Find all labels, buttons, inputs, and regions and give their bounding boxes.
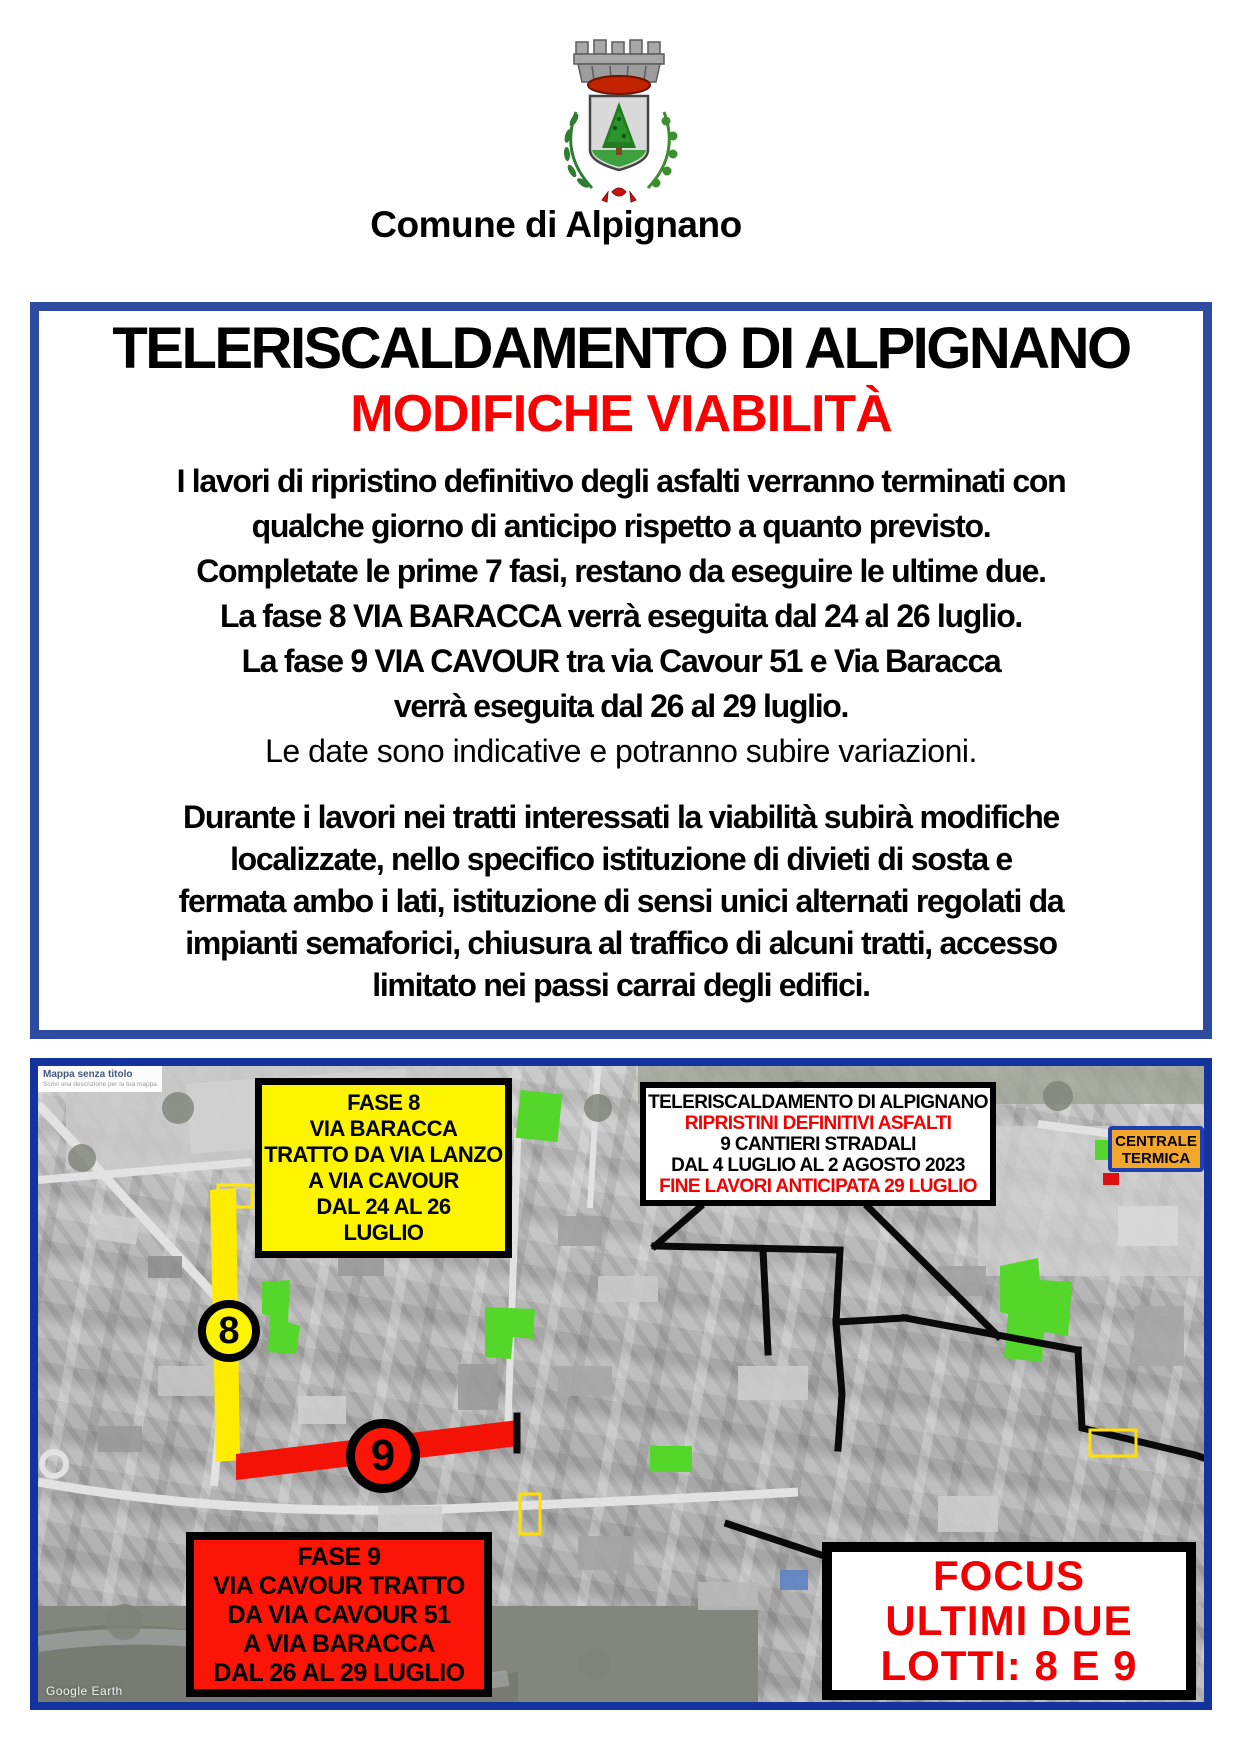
phase9-line: A VIA BARACCA [243, 1630, 435, 1658]
map-panel [30, 1058, 1212, 1710]
centrale-termica-label [1108, 1126, 1204, 1172]
laurel-branch-icon [563, 112, 592, 189]
map-watermark [38, 1066, 162, 1092]
notice-line: limitato nei passi carrai degli edifici. [372, 967, 870, 1003]
google-earth-attribution: Google Earth [46, 1684, 123, 1698]
notice-line: fermata ambo i lati, istituzione di sensi unici alternati regolati da [178, 883, 1064, 919]
notice-title: TELERISCALDAMENTO DI ALPIGNANO [112, 316, 1130, 381]
info-line: TELERISCALDAMENTO DI ALPIGNANO [648, 1092, 988, 1113]
focus-label-box [822, 1542, 1196, 1700]
oak-branch-icon [648, 112, 678, 188]
map-watermark-subtitle: Scrivi una descrizione per la tua mappa [43, 1081, 157, 1088]
notice-line: qualche giorno di anticipo rispetto a quanto previsto. [251, 508, 991, 544]
notice-line: Durante i lavori nei tratti interessati la viabilità subirà modifiche [183, 799, 1059, 835]
info-line: 9 CANTIERI STRADALI [720, 1134, 916, 1155]
centrale-line: CENTRALE [1115, 1133, 1197, 1150]
notice-line: verrà eseguita dal 26 al 29 luglio. [393, 688, 849, 724]
focus-line: LOTTI: 8 E 9 [880, 1642, 1138, 1689]
notice-paragraph-1 [39, 459, 1203, 774]
info-line: FINE LAVORI ANTICIPATA 29 LUGLIO [659, 1176, 977, 1197]
notice-line: localizzate, nello specifico istituzione di divieti di sosta e [230, 841, 1012, 877]
notice-line: I lavori di ripristino definitivo degli asfalti verranno terminati con [176, 463, 1066, 499]
notice-line: Completate le prime 7 fasi, restano da eseguire le ultime due. [196, 553, 1046, 589]
ribbon-icon [602, 188, 636, 202]
notice-note-line: Le date sono indicative e potranno subire variazioni. [265, 733, 977, 769]
centrale-line: TERMICA [1121, 1150, 1191, 1167]
notice-subtitle: MODIFICHE VIABILITÀ [350, 385, 892, 443]
notice-line: impianti semaforici, chiusura al traffico di alcuni tratti, accesso [185, 925, 1057, 961]
phase8-line: LUGLIO [343, 1220, 424, 1245]
notice-paragraph-2 [39, 796, 1203, 1006]
phase8-line: VIA BARACCA [309, 1116, 458, 1141]
phase8-line: FASE 8 [347, 1090, 420, 1115]
focus-line: FOCUS [933, 1552, 1085, 1599]
notice-line: La fase 8 VIA BARACCA verrà eseguita dal 24 al 26 luglio. [219, 598, 1023, 634]
map-watermark-title: Mappa senza titolo [43, 1069, 133, 1080]
info-line: RIPRISTINI DEFINITIVI ASFALTI [684, 1113, 952, 1134]
info-line: DAL 4 LUGLIO AL 2 AGOSTO 2023 [671, 1155, 965, 1176]
phase8-label-box [255, 1078, 512, 1258]
phase9-marker: 9 [346, 1419, 420, 1493]
phase9-label-box [186, 1532, 492, 1697]
phase8-line: DAL 24 AL 26 [316, 1194, 451, 1219]
phase8-marker: 8 [198, 1300, 260, 1362]
municipality-name: Comune di Alpignano [370, 204, 742, 245]
phase8-line: A VIA CAVOUR [308, 1168, 459, 1193]
phase8-line: TRATTO DA VIA LANZO [264, 1142, 503, 1167]
worksite-info-box [640, 1082, 996, 1206]
red-mark [1103, 1173, 1119, 1185]
notice-box [30, 302, 1212, 1039]
notice-line: La fase 9 VIA CAVOUR tra via Cavour 51 e Via Baracca [241, 643, 1001, 679]
phase9-line: DAL 26 AL 29 LUGLIO [213, 1659, 465, 1687]
alpignano-coat-of-arms-icon [534, 24, 706, 215]
phase9-line: DA VIA CAVOUR 51 [227, 1601, 451, 1629]
focus-line: ULTIMI DUE [885, 1597, 1133, 1644]
phase9-line: VIA CAVOUR TRATTO [213, 1572, 465, 1600]
phase9-line: FASE 9 [297, 1543, 381, 1571]
